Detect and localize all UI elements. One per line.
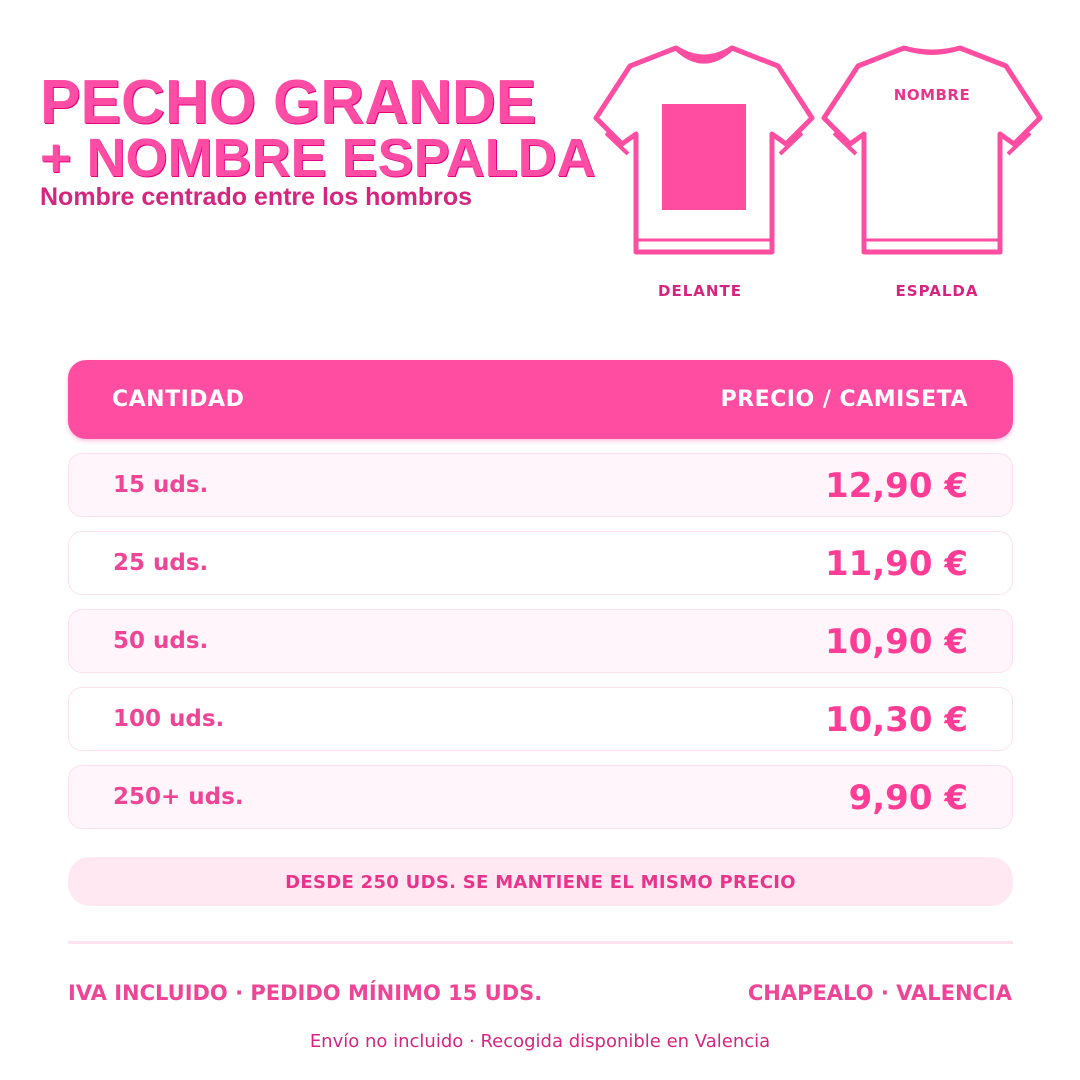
footer-tax-info: IVA INCLUIDO · PEDIDO MÍNIMO 15 UDS. [68, 981, 543, 1005]
price-note-banner [68, 857, 1013, 906]
row-quantity: 250+ uds. [113, 784, 244, 810]
row-price: 9,90 € [848, 778, 968, 818]
row-quantity: 25 uds. [113, 550, 209, 576]
row-quantity: 50 uds. [113, 628, 209, 654]
price-note-text: DESDE 250 UDS. SE MANTIENE EL MISMO PRECIO [285, 872, 796, 893]
front-caption: DELANTE [658, 282, 742, 300]
row-price: 12,90 € [824, 466, 968, 506]
table-row [68, 765, 1013, 829]
column-quantity-header: CANTIDAD [112, 387, 245, 412]
table-row [68, 609, 1013, 673]
table-row [68, 687, 1013, 751]
subtitle: Nombre centrado entre los hombros [40, 183, 473, 211]
row-price: 11,90 € [824, 544, 968, 584]
back-caption: ESPALDA [895, 282, 979, 300]
row-price: 10,30 € [824, 700, 968, 740]
footer-brand-location: CHAPEALO · VALENCIA [747, 981, 1012, 1005]
chest-print-area [662, 104, 746, 210]
table-row [68, 531, 1013, 595]
footer-shipping-note: Envío no incluido · Recogida disponible en Valencia [309, 1031, 771, 1052]
tshirt-back-icon [820, 40, 1044, 264]
price-table-header [68, 360, 1013, 439]
column-price-header: PRECIO / CAMISETA [720, 387, 968, 412]
footer-divider [68, 941, 1013, 944]
row-quantity: 15 uds. [113, 472, 209, 498]
table-row [68, 453, 1013, 517]
title-line-1: PECHO GRANDE [40, 68, 537, 137]
row-quantity: 100 uds. [113, 706, 225, 732]
tshirt-front-icon [592, 40, 816, 264]
title-line-2: + NOMBRE ESPALDA [40, 128, 596, 188]
row-price: 10,90 € [824, 622, 968, 662]
back-name-print: NOMBRE [893, 86, 971, 104]
